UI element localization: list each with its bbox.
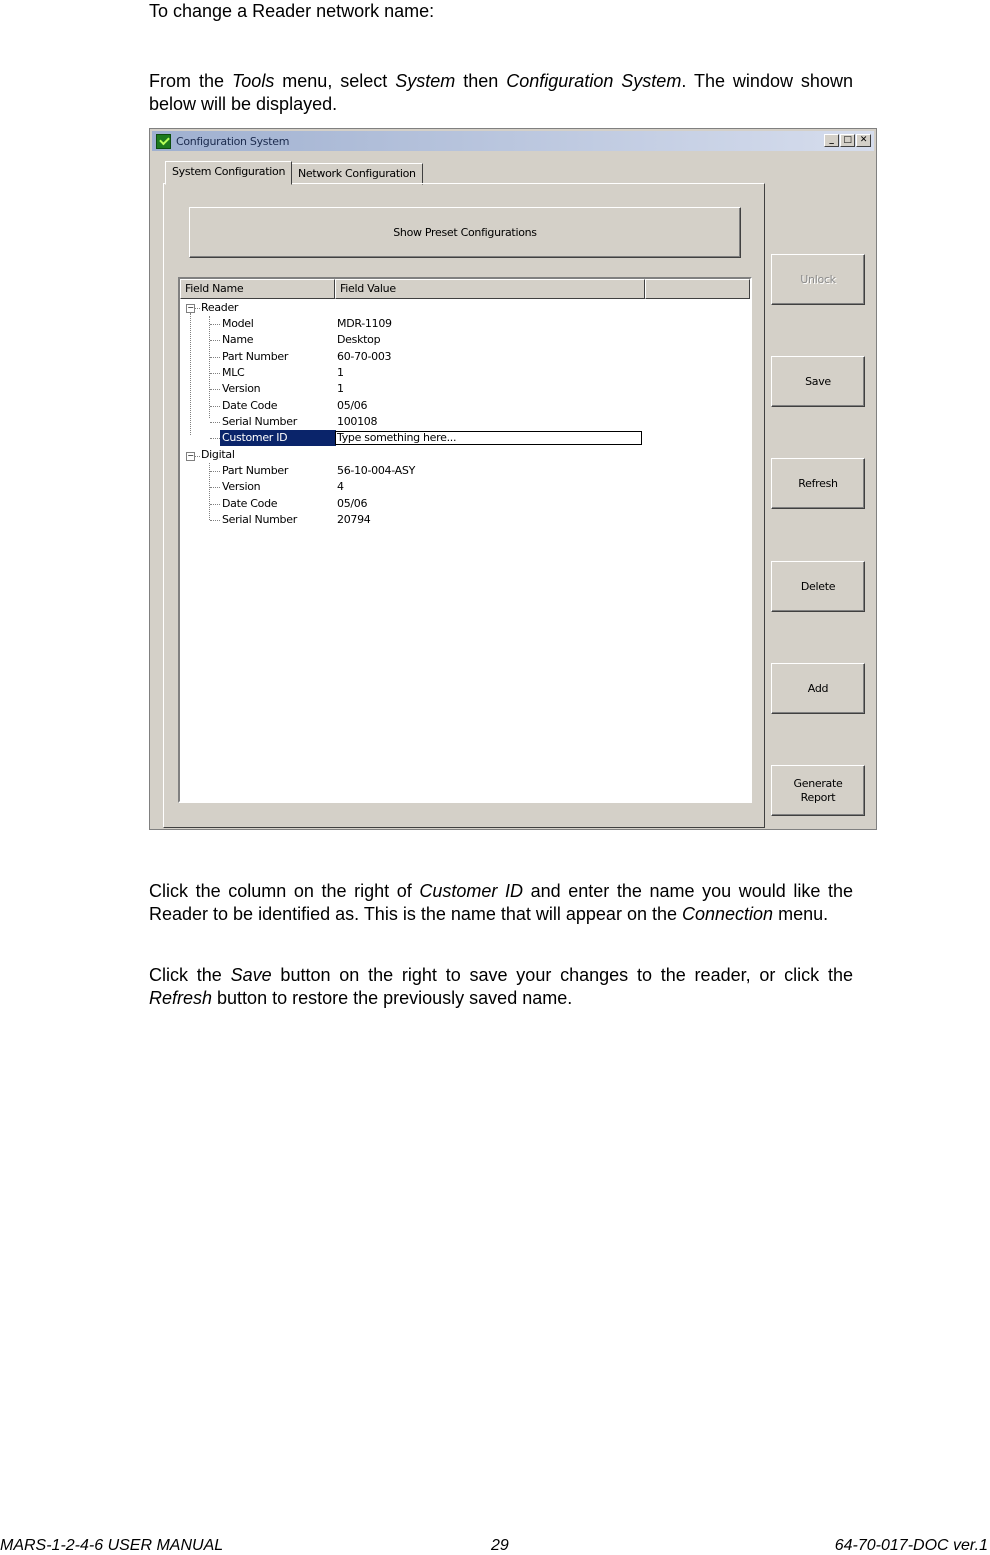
refresh-button[interactable]: Refresh xyxy=(771,458,865,509)
tab-network-configuration[interactable]: Network Configuration xyxy=(291,163,423,185)
field-name-model[interactable]: Model xyxy=(222,317,254,330)
digital-field-value-part-number[interactable]: 56-10-004-ASY xyxy=(337,464,415,477)
digital-field-value-date-code[interactable]: 05/06 xyxy=(337,497,368,510)
unlock-button[interactable]: Unlock xyxy=(771,254,865,305)
title-bar[interactable] xyxy=(152,131,874,151)
digital-field-name-serial-number[interactable]: Serial Number xyxy=(222,513,297,526)
footer-page-number: 29 xyxy=(491,1537,509,1554)
field-name-date-code[interactable]: Date Code xyxy=(222,399,278,412)
tree-group-reader[interactable]: Reader xyxy=(201,301,239,314)
footer-document-number: 64-70-017-DOC ver.1 xyxy=(834,1537,988,1554)
field-value-model[interactable]: MDR-1109 xyxy=(337,317,392,330)
customer-id-input[interactable]: Type something here... xyxy=(335,431,642,445)
column-header-empty xyxy=(645,279,750,299)
digital-field-name-date-code[interactable]: Date Code xyxy=(222,497,278,510)
paragraph-customer-id: Click the column on the right of Customer ID and enter the name you would like the Reader to be identified as. This is the name that will appear on the Connection menu. xyxy=(149,881,853,924)
field-name-serial-number[interactable]: Serial Number xyxy=(222,415,297,428)
maximize-button[interactable]: □ xyxy=(840,134,855,147)
save-button[interactable]: Save xyxy=(771,356,865,407)
configuration-system-window xyxy=(149,128,877,830)
column-header-field-value[interactable]: Field Value xyxy=(335,279,645,299)
footer-document-title: MARS-1-2-4-6 USER MANUAL xyxy=(0,1537,224,1554)
intro-text: To change a Reader network name: xyxy=(149,1,435,21)
window-title: Configuration System xyxy=(176,134,290,148)
close-button[interactable]: ✕ xyxy=(856,134,871,147)
configuration-grid xyxy=(178,277,752,803)
minimize-button[interactable]: _ xyxy=(824,134,839,147)
field-value-version[interactable]: 1 xyxy=(337,382,344,395)
digital-field-name-version[interactable]: Version xyxy=(222,480,261,493)
field-value-mlc[interactable]: 1 xyxy=(337,366,344,379)
show-preset-configurations-button[interactable]: Show Preset Configurations xyxy=(189,207,741,258)
column-header-field-name[interactable]: Field Name xyxy=(180,279,335,299)
field-name-mlc[interactable]: MLC xyxy=(222,366,245,379)
field-value-serial-number[interactable]: 100108 xyxy=(337,415,378,428)
field-name-version[interactable]: Version xyxy=(222,382,261,395)
paragraph-save-refresh: Click the Save button on the right to save your changes to the reader, or click the Refresh button to restore the previously saved name. xyxy=(149,965,853,1008)
delete-button[interactable]: Delete xyxy=(771,561,865,612)
field-name-customer-id[interactable]: Customer ID xyxy=(220,430,336,446)
digital-field-value-serial-number[interactable]: 20794 xyxy=(337,513,371,526)
digital-field-value-version[interactable]: 4 xyxy=(337,480,344,493)
generate-report-button[interactable]: Generate Report xyxy=(771,765,865,816)
field-name-name[interactable]: Name xyxy=(222,333,254,346)
paragraph-open-window: From the Tools menu, select System then Configuration System. The window shown below will be displayed. xyxy=(149,71,853,114)
app-check-icon xyxy=(156,134,171,149)
tab-system-configuration[interactable]: System Configuration xyxy=(165,161,292,185)
reader-collapse-icon[interactable]: − xyxy=(187,303,194,312)
field-value-date-code[interactable]: 05/06 xyxy=(337,399,368,412)
add-button[interactable]: Add xyxy=(771,663,865,714)
digital-collapse-icon[interactable]: − xyxy=(187,451,194,460)
digital-field-name-part-number[interactable]: Part Number xyxy=(222,464,289,477)
tree-group-digital[interactable]: Digital xyxy=(201,448,235,461)
field-value-name[interactable]: Desktop xyxy=(337,333,381,346)
field-name-part-number[interactable]: Part Number xyxy=(222,350,289,363)
field-value-part-number[interactable]: 60-70-003 xyxy=(337,350,392,363)
